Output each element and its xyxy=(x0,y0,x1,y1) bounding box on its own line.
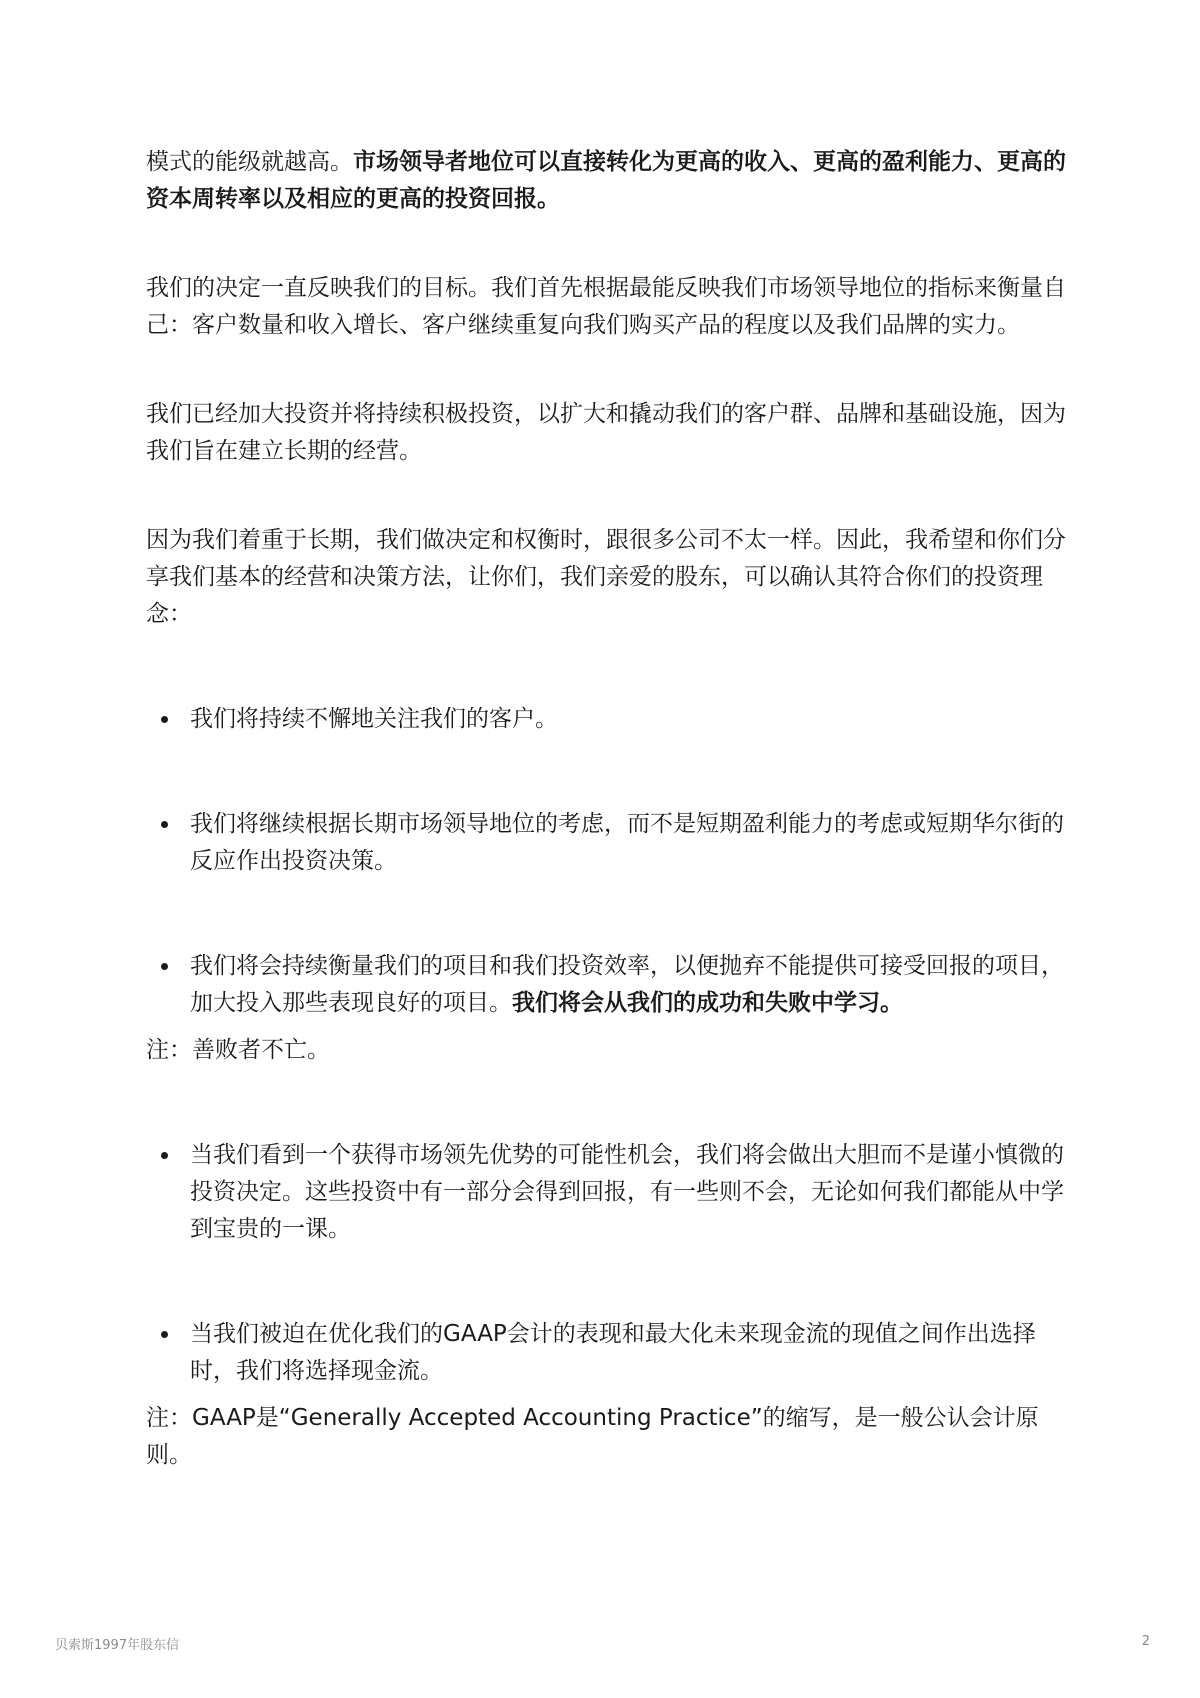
paragraph-1 xyxy=(146,144,1066,218)
list-item-bold-text: 我们将会从我们的成功和失败中学习。 xyxy=(512,990,903,1016)
list-item: 当我们被迫在优化我们的GAAP会计的表现和最大化未来现金流的现值之间作出选择时，我们将选择现金流。 xyxy=(146,1316,1066,1390)
paragraph-4: 因为我们着重于长期，我们做决定和权衡时，跟很多公司不太一样。因此，我希望和你们分享我们基本的经营和决策方法，让你们，我们亲爱的股东，可以确认其符合你们的投资理念： xyxy=(146,527,1066,627)
list-item: 我们将继续根据长期市场领导地位的考虑，而不是短期盈利能力的考虑或短期华尔街的反应作出投资决策。 xyxy=(146,806,1066,880)
list-item: 当我们看到一个获得市场领先优势的可能性机会，我们将会做出大胆而不是谨小慎微的投资决定。这些投资中有一部分会得到回报，有一些则不会，无论如何我们都能从中学到宝贵的一课。 xyxy=(146,1137,1066,1248)
paragraph-1-text: 模式的能级就越高。 xyxy=(146,149,353,175)
document-body xyxy=(146,144,1066,1474)
principles-list xyxy=(146,701,1066,1022)
note-2: 注：GAAP是“Generally Accepted Accounting Practice”的缩写，是一般公认会计原则。 xyxy=(146,1405,1039,1468)
list-item: 我们将持续不懈地关注我们的客户。 xyxy=(146,701,1066,738)
note-1: 注：善败者不亡。 xyxy=(146,1037,330,1063)
list-item xyxy=(146,948,1066,1022)
paragraph-3: 我们已经加大投资并将持续积极投资，以扩大和撬动我们的客户群、品牌和基础设施，因为我们旨在建立长期的经营。 xyxy=(146,401,1066,464)
footer-page-number: 2 xyxy=(1141,1634,1150,1649)
list-item-text: 我们将会持续衡量我们的项目和我们投资效率，以便抛弃不能提供可接受回报的项目，加大投入那些表现良好的项目。 xyxy=(190,953,1064,1016)
paragraph-2: 我们的决定一直反映我们的目标。我们首先根据最能反映我们市场领导地位的指标来衡量自己：客户数量和收入增长、客户继续重复向我们购买产品的程度以及我们品牌的实力。 xyxy=(146,275,1066,338)
footer-document-title: 贝索斯1997年股东信 xyxy=(55,1638,180,1653)
principles-list-continued xyxy=(146,1137,1066,1390)
paragraph-1-bold-text: 市场领导者地位可以直接转化为更高的收入、更高的盈利能力、更高的资本周转率以及相应的更高的投资回报。 xyxy=(146,149,1066,212)
